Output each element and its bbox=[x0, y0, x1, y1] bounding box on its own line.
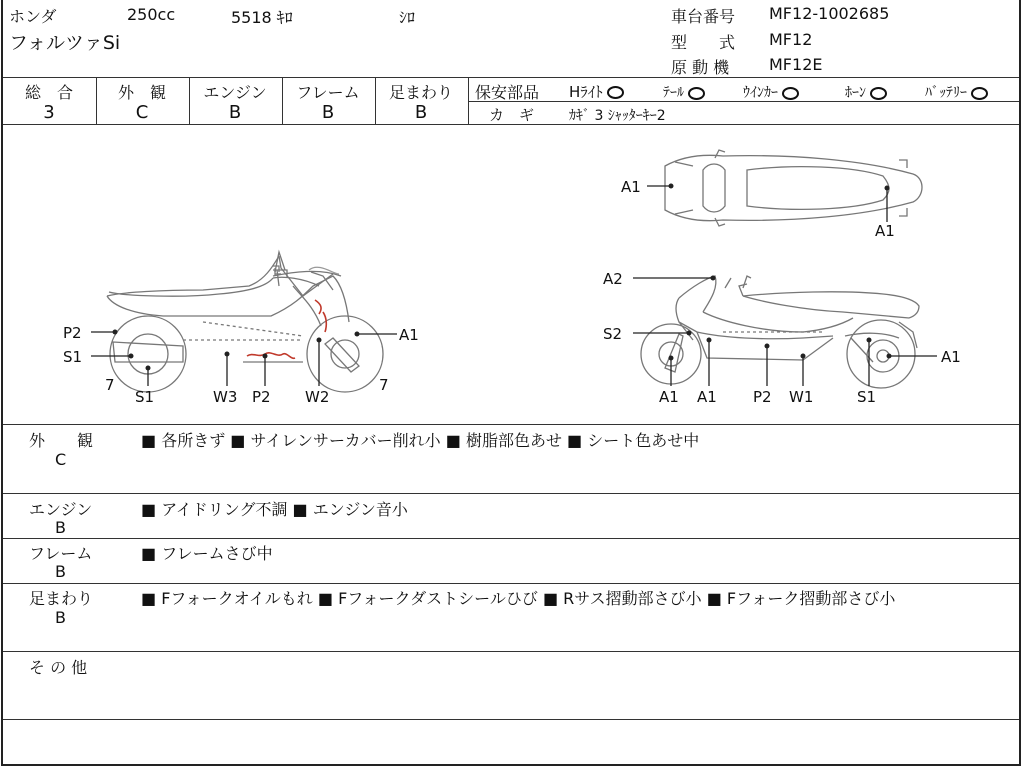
label-right-bottom: P2 bbox=[753, 388, 772, 406]
frame-section-grade: B bbox=[55, 562, 66, 581]
divider bbox=[3, 538, 1019, 539]
mileage: 5518 ｷﾛ bbox=[231, 8, 293, 27]
engine-model-label: 原 動 機 bbox=[671, 58, 730, 77]
pointer-dot bbox=[707, 338, 712, 343]
divider bbox=[3, 493, 1019, 494]
divider bbox=[3, 583, 1019, 584]
pointer-dot bbox=[355, 332, 360, 337]
ok-circle-icon bbox=[782, 87, 799, 100]
label-right-bottom: S1 bbox=[857, 388, 877, 406]
inspection-sheet bbox=[1, 0, 1021, 766]
frame-label: フレーム bbox=[296, 83, 360, 102]
overall-grade: 3 bbox=[43, 102, 55, 123]
label-right-a1: A1 bbox=[941, 348, 961, 366]
right-view-scooter-icon bbox=[641, 276, 919, 388]
frame-no-label: 車台番号 bbox=[671, 7, 736, 26]
label-left-p2: P2 bbox=[63, 324, 82, 342]
engine-section-items: ■ アイドリング不調 ■ エンジン音小 bbox=[141, 500, 408, 519]
label-left-7b: 7 bbox=[379, 376, 389, 394]
label-left-bottom: W2 bbox=[305, 388, 330, 406]
frame-grade: B bbox=[321, 102, 335, 123]
ok-circle-icon bbox=[607, 86, 624, 99]
exterior-section-grade: C bbox=[55, 450, 67, 469]
maker: ホンダ bbox=[9, 7, 57, 26]
engine-section-grade: B bbox=[55, 518, 66, 537]
exterior-section-items: ■ 各所きず ■ サイレンサーカバー削れ小 ■ 樹脂部色あせ ■ シート色あせ中 bbox=[141, 431, 700, 450]
engine-model-value: MF12E bbox=[769, 55, 823, 74]
pointer-dot bbox=[129, 354, 134, 359]
headlight-label: Hﾗｲﾄ bbox=[569, 83, 603, 101]
label-top-front: A1 bbox=[621, 178, 641, 196]
safety-horn bbox=[845, 82, 887, 102]
key-label: カ ギ bbox=[489, 106, 535, 124]
pointer-dot bbox=[887, 354, 892, 359]
pointer-dot bbox=[317, 338, 322, 343]
pointer-dot bbox=[711, 276, 716, 281]
safety-winker bbox=[743, 82, 799, 102]
ok-circle-icon bbox=[971, 87, 988, 100]
pointer-dot bbox=[146, 366, 151, 371]
frame-section-items: ■ フレームさび中 bbox=[141, 544, 273, 563]
label-right-bottom: W1 bbox=[789, 388, 814, 406]
safety-taillight bbox=[663, 82, 705, 102]
top-view-scooter-icon bbox=[665, 150, 922, 226]
type-label: 型 式 bbox=[671, 33, 736, 52]
damage-diagram bbox=[3, 126, 1023, 424]
winker-label: ｳｲﾝｶｰ bbox=[743, 85, 778, 101]
horn-label: ﾎｰﾝ bbox=[845, 85, 866, 101]
suspension-section-grade: B bbox=[55, 608, 66, 627]
ok-circle-icon bbox=[688, 87, 705, 100]
pointer-dot bbox=[885, 186, 890, 191]
exterior-grade: C bbox=[135, 102, 149, 123]
color: ｼﾛ bbox=[399, 8, 416, 27]
pointer-dot bbox=[263, 354, 268, 359]
frame-no: MF12-1002685 bbox=[769, 4, 890, 23]
type-value: MF12 bbox=[769, 30, 813, 49]
label-right-s2: S2 bbox=[603, 325, 623, 343]
safety-headlight bbox=[569, 81, 624, 102]
battery-label: ﾊﾞｯﾃﾘｰ bbox=[925, 85, 967, 101]
suspension-grade: B bbox=[414, 102, 428, 123]
model-name: フォルツァSi bbox=[9, 32, 121, 54]
label-right-bottom: A1 bbox=[659, 388, 679, 406]
taillight-label: ﾃｰﾙ bbox=[663, 85, 684, 101]
label-left-bottom: P2 bbox=[252, 388, 271, 406]
engine-label: エンジン bbox=[203, 83, 267, 102]
frame-section-label: フレーム bbox=[29, 544, 93, 563]
label-left-a1: A1 bbox=[399, 326, 419, 344]
exterior-label: 外 観 bbox=[117, 83, 166, 102]
suspension-section-items: ■ Fフォークオイルもれ ■ Fフォークダストシールひび ■ Rサス摺動部さび小 ■ Fフォーク摺動部さび小 bbox=[141, 589, 896, 608]
safety-battery bbox=[925, 82, 988, 102]
pointer-dot bbox=[669, 184, 674, 189]
suspension-label: 足まわり bbox=[388, 83, 453, 102]
label-left-7a: 7 bbox=[105, 376, 115, 394]
pointer-dot bbox=[669, 356, 674, 361]
displacement: 250cc bbox=[127, 5, 176, 24]
overall-label: 総 合 bbox=[24, 83, 73, 102]
pointer-dot bbox=[801, 354, 806, 359]
divider bbox=[3, 77, 1019, 78]
other-section-label: そ の 他 bbox=[29, 658, 88, 677]
pointer-dot bbox=[225, 352, 230, 357]
exterior-section-label: 外 観 bbox=[29, 431, 94, 450]
label-left-bottom: W3 bbox=[213, 388, 238, 406]
damage-mark bbox=[247, 353, 295, 358]
label-left-s1: S1 bbox=[63, 348, 83, 366]
safety-label: 保安部品 bbox=[475, 83, 540, 102]
suspension-section-label: 足まわり bbox=[29, 589, 94, 608]
label-left-bottom: S1 bbox=[135, 388, 155, 406]
label-right-a2: A2 bbox=[603, 270, 623, 288]
key-value: ｶｷﾞ 3 ｼｬｯﾀｰｷｰ2 bbox=[569, 108, 666, 124]
ok-circle-icon bbox=[870, 87, 887, 100]
pointer-dot bbox=[687, 331, 692, 336]
pointer-dot bbox=[113, 330, 118, 335]
divider bbox=[3, 719, 1019, 720]
label-top-rear: A1 bbox=[875, 222, 895, 240]
pointer-dot bbox=[867, 338, 872, 343]
divider bbox=[3, 651, 1019, 652]
label-right-bottom: A1 bbox=[697, 388, 717, 406]
divider bbox=[3, 424, 1019, 425]
engine-section-label: エンジン bbox=[29, 500, 93, 519]
pointer-dot bbox=[765, 344, 770, 349]
engine-grade: B bbox=[228, 102, 242, 123]
